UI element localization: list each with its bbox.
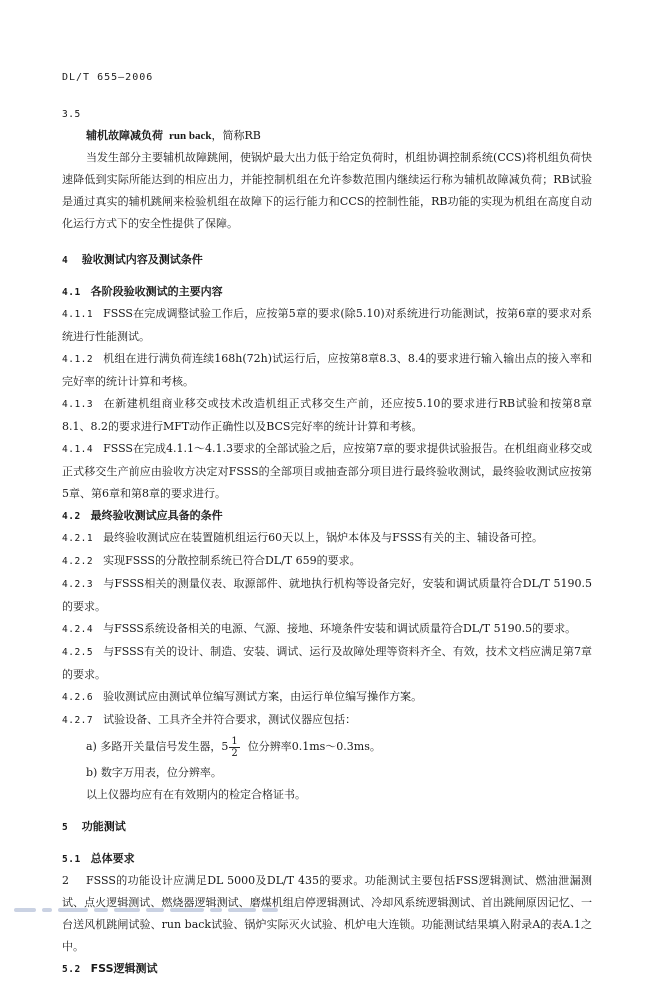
section-5-1-heading: 5.1 总体要求 [62, 852, 135, 865]
term-zh: 辅机故障减负荷 [86, 129, 163, 142]
section-4-1-heading: 4.1 各阶段验收测试的主要内容 [62, 285, 223, 298]
term-heading [62, 125, 592, 147]
clause-4-2-5: 4.2.5 与FSSS有关的设计、制造、安装、调试、运行及故障处理等资料齐全、有效，技术文档应满足第7章的要求。 [62, 645, 592, 681]
clause-3-5-body: 当发生部分主要辅机故障跳闸，使锅炉最大出力低于给定负荷时，机组协调控制系统(CCS)将机组负荷快速降低到实际所能达到的相应出力，并能控制机组在允许参数范围内继续运行称为辅机故障减负荷；RB试验是通过真实的辅机跳闸来检验机组在故障下的运行能力和CCS的控制性能，RB功能的实现为机组在高度自动化运行方式下的安全性提供了保障。 [62, 151, 592, 230]
clause-4-2-1: 4.2.1 最终验收测试应在装置随机组运行60天以上，锅炉本体及与FSSS有关的主、辅设备可控。 [62, 531, 543, 544]
document-code: DL/T 655—2006 [62, 72, 154, 83]
clause-4-1-1: 4.1.1 FSSS在完成调整试验工作后，应按第5章的要求(除5.10)对系统进行功能测试，按第6章的要求对系统进行性能测试。 [62, 307, 592, 343]
term-abbr: ，简称RB [211, 129, 261, 142]
clause-5-1-body: FSSS的功能设计应满足DL 5000及DL/T 435的要求。功能测试主要包括FSS逻辑测试、燃油泄漏测试、点火逻辑测试、燃烧器逻辑测试、磨煤机组启停逻辑测试、冷却风系统逻辑测试、首出跳闸原因记忆、一台送风机跳闸试验、run back试验、锅炉实际灭火试验、机炉电大连锁。功能测试结果填入附录A的表A.1之中。 [62, 874, 592, 953]
instrument-note: 以上仪器均应有在有效期内的检定合格证书。 [86, 788, 306, 801]
term-en: run back [169, 130, 212, 142]
section-5-heading: 5 功能测试 [62, 820, 126, 833]
instrument-item-b: b) 数字万用表，位分辨率。 [86, 766, 222, 779]
clause-4-2-7: 4.2.7 试验设备、工具齐全并符合要求，测试仪器应包括： [62, 713, 357, 726]
clause-4-2-3: 4.2.3 与FSSS相关的测量仪表、取源部件、就地执行机构等设备完好，安装和调试质量符合DL/T 5190.5的要求。 [62, 577, 592, 613]
clause-4-2-2: 4.2.2 实现FSSS的分散控制系统已符合DL/T 659的要求。 [62, 554, 361, 567]
clause-4-1-3: 4.1.3 在新建机组商业移交或技术改造机组正式移交生产前，还应按5.10的要求进行RB试验和按第8章8.1、8.2的要求进行MFT动作正确性以及BCS完好率的统计计算和考核。 [62, 397, 592, 433]
clause-4-2-6: 4.2.6 验收测试应由测试单位编写测试方案，由运行单位编写操作方案。 [62, 690, 423, 703]
instrument-item-a: a) 多路开关量信号发生器，5 $\frac{1}{2}$ 位分辨率0.1ms～0.3ms。 [86, 735, 381, 759]
page-number: 2 [62, 874, 69, 887]
scan-watermark-strip [14, 908, 354, 916]
clause-4-2-4: 4.2.4 与FSSS系统设备相关的电源、气源、接地、环境条件安装和调试质量符合DL/T 5190.5的要求。 [62, 622, 577, 635]
clause-4-1-4: 4.1.4 FSSS在完成4.1.1～4.1.3要求的全部试验之后，应按第7章的要求提供试验报告。在机组商业移交或正式移交生产前应由验收方决定对FSSS的全部项目或抽查部分项目进行最终验收测试，最终验收测试应按第5章、第6章和第8章的要求进行。 [62, 442, 592, 500]
clause-4-1-2: 4.1.2 机组在进行满负荷连续168h(72h)试运行后，应按第8章8.3、8.4的要求进行输入输出点的接入率和完好率的统计计算和考核。 [62, 352, 592, 388]
fraction-half: $\frac{1}{2}$ [231, 735, 238, 759]
section-4-2-heading: 4.2 最终验收测试应具备的条件 [62, 509, 223, 522]
section-4-heading: 4 验收测试内容及测试条件 [62, 253, 203, 266]
clause-3-5-number: 3.5 [62, 109, 81, 120]
page-content [62, 103, 592, 980]
section-5-2-heading: 5.2 FSS逻辑测试 [62, 962, 158, 975]
